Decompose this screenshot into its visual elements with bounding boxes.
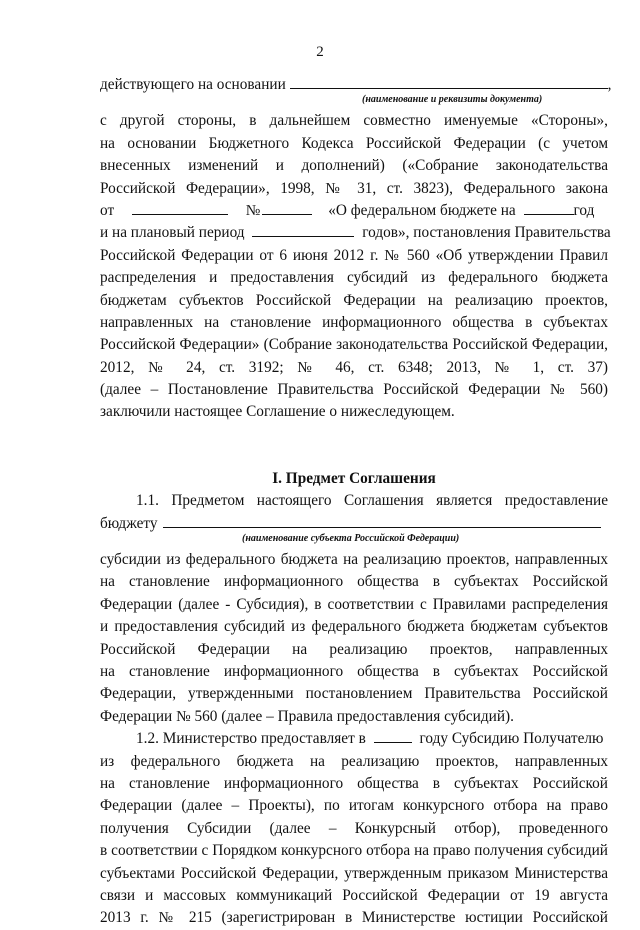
intro-line-law-date: от № «О федеральном бюджете на год <box>100 201 595 219</box>
year-blank-field <box>524 200 574 215</box>
grant-year-blank-field <box>374 728 412 743</box>
intro-paragraph-line: с другой стороны, в дальнейшем совместно именуемые «Стороны», <box>100 112 608 130</box>
intro-paragraph-line: Российской Федерации от 6 июня 2012 г. № 560 «Об утверждении Правил <box>100 246 608 264</box>
clause-1-1-line: и предоставления субсидий из федерального бюджета бюджетам субъектов <box>100 618 608 636</box>
intro-paragraph-line: направленных на становление информационного общества в субъектах <box>100 313 608 331</box>
page-number: 2 <box>316 44 324 60</box>
law-date-blank-field <box>132 200 228 215</box>
plan-period-blank-field <box>252 222 354 237</box>
intro-line-plan-period: и на плановый период годов», постановления Правительства <box>100 224 611 242</box>
intro-paragraph-line: бюджетам субъектов Российской Федерации на реализацию проектов, <box>100 291 608 309</box>
intro-paragraph-line: на основании Бюджетного Кодекса Российской Федерации (с учетом <box>100 134 608 152</box>
intro-paragraph-line: (далее – Постановление Правительства Российской Федерации № 560) <box>100 381 608 399</box>
intro-paragraph-line: 2012, № 24, ст. 3192; № 46, ст. 6348; 2013, № 1, ст. 37) <box>100 358 608 376</box>
document-body <box>100 74 612 930</box>
clause-1-1-line: на становление информационного общества в субъектах Российской <box>100 573 608 591</box>
clause-1-2-line: из федерального бюджета на реализацию проектов, направленных <box>100 752 608 770</box>
intro-paragraph-line: Российской Федерации», 1998, № 31, ст. 3823), Федерального закона <box>100 179 608 197</box>
clause-1-2-line: субъектами Российской Федерации, утвержденным приказом Министерства <box>100 864 608 882</box>
clause-1-1-line: субсидии из федерального бюджета на реализацию проектов, направленных <box>100 551 608 569</box>
intro-paragraph-line: внесенных изменений и дополнений) («Собрание законодательства <box>100 157 608 175</box>
clause-1-1-line: на становление информационного общества в субъектах Российской <box>100 662 608 680</box>
clause-1-2-line: Федерации (далее – Проекты), по итогам конкурсного отбора на право <box>100 797 608 815</box>
section-heading: I. Предмет Соглашения <box>272 469 436 487</box>
intro-line-basis: действующего на основании , <box>100 76 612 93</box>
clause-1-2-first-line: 1.2. Министерство предоставляет в году Субсидию Получателю <box>136 730 604 748</box>
intro-paragraph-line: распределения и предоставления субсидий из федерального бюджета <box>100 269 608 287</box>
clause-1-2-line: в соответствии с Порядком конкурсного отбора на право получения субсидий <box>100 842 608 860</box>
clause-1-1-line: Российской Федерации на реализацию проектов, направленных <box>100 640 608 658</box>
clause-1-2-line: связи и массовых коммуникаций Российской Федерации от 19 августа <box>100 886 608 904</box>
document-blank-field <box>290 74 608 89</box>
clause-1-1-line: Федерации (далее - Субсидия), в соответствии с Правилами распределения <box>100 595 608 613</box>
law-number-blank-field <box>262 200 312 215</box>
caption-document-details: (наименование и реквизиты документа) <box>362 94 543 106</box>
clause-1-1-last-line: Федерации № 560 (далее – Правила предоставления субсидий). <box>100 707 514 725</box>
clause-1-2-line: получения Субсидии (далее – Конкурсный отбор), проведенного <box>100 819 608 837</box>
clause-1-2-line: 2013 г. № 215 (зарегистрирован в Министерстве юстиции Российской <box>100 909 608 927</box>
clause-1-1-first-line: 1.1. Предметом настоящего Соглашения является предоставление <box>136 492 608 510</box>
caption-subject-name: (наименование субъекта Российской Федерации) <box>242 533 460 545</box>
clause-1-1-budget-line: бюджету <box>100 513 608 535</box>
clause-1-2-line: на становление информационного общества в субъектах Российской <box>100 774 608 792</box>
intro-paragraph-line: Российской Федерации» (Собрание законодательства Российской Федерации, <box>100 336 608 354</box>
subject-name-blank-field <box>163 513 601 528</box>
clause-1-1-line: Федерации, утвержденными постановлением Правительства Российской <box>100 685 608 703</box>
intro-paragraph-last-line: заключили настоящее Соглашение о нижеследующем. <box>100 403 455 421</box>
